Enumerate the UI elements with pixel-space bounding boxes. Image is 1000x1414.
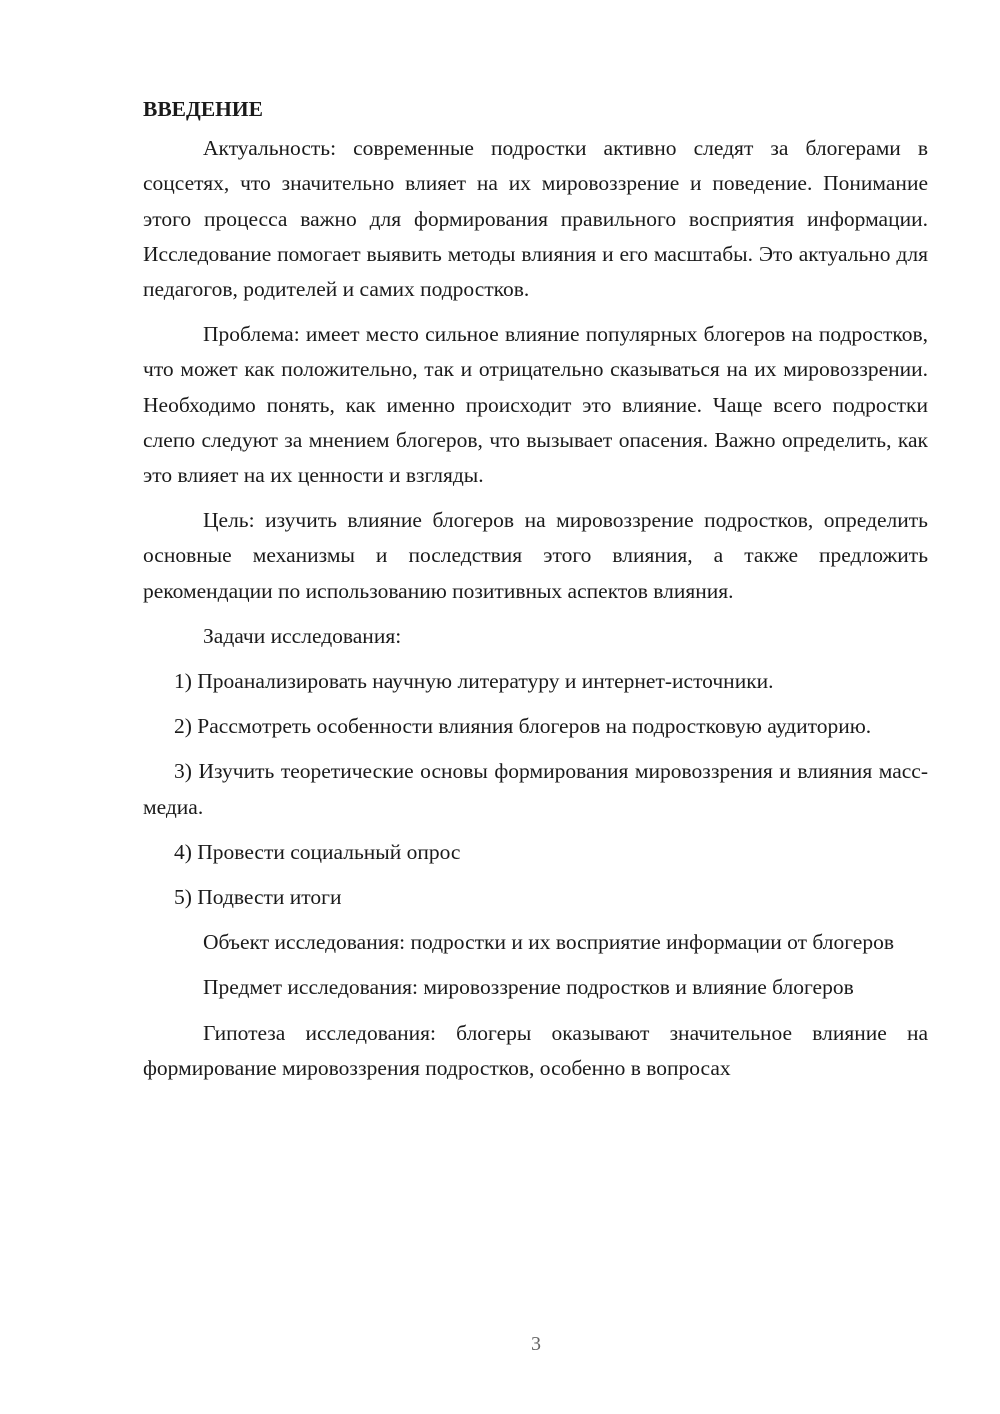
document-body — [143, 92, 928, 1096]
goal-paragraph: Цель: изучить влияние блогеров на мировоззрение подростков, определить основные механизмы и последствия этого влияния, а также предложить рекомендации по использованию позитивных аспектов влияния. — [143, 508, 928, 603]
task-item-3: 3) Изучить теоретические основы формирования мировоззрения и влияния масс-медиа. — [143, 759, 928, 819]
object-paragraph: Объект исследования: подростки и их восприятие информации от блогеров — [203, 930, 895, 955]
page-number: 3 — [531, 1333, 541, 1355]
relevance-paragraph: Актуальность: современные подростки активно следят за блогерами в соцсетях, что значительно влияет на их мировоззрение и поведение. Понимание этого процесса важно для формирования правильного восприятия информации. Исследование помогает выявить методы влияния и его масштабы. Это актуально для педагогов, родителей и самих подростков. — [143, 136, 928, 302]
problem-paragraph: Проблема: имеет место сильное влияние популярных блогеров на подростков, что может как положительно, так и отрицательно сказываться на их мировоззрении. Необходимо понять, как именно происходит это влияние. Чаще всего подростки слепо следуют за мнением блогеров, что вызывает опасения. Важно определить, как это влияет на их ценности и взгляды. — [143, 322, 928, 488]
subject-paragraph: Предмет исследования: мировоззрение подростков и влияние блогеров — [203, 975, 854, 1000]
task-item-2: 2) Рассмотреть особенности влияния блогеров на подростковую аудиторию. — [174, 714, 872, 739]
task-item-1: 1) Проанализировать научную литературу и интернет-источники. — [174, 669, 774, 694]
tasks-heading: Задачи исследования: — [203, 623, 402, 648]
task-item-4: 4) Провести социальный опрос — [174, 839, 461, 864]
task-item-5: 5) Подвести итоги — [174, 885, 342, 910]
section-title: ВВЕДЕНИЕ — [143, 97, 263, 121]
hypothesis-paragraph: Гипотеза исследования: блогеры оказывают значительное влияние на формирование мировоззрения подростков, особенно в вопросах — [143, 1020, 928, 1080]
